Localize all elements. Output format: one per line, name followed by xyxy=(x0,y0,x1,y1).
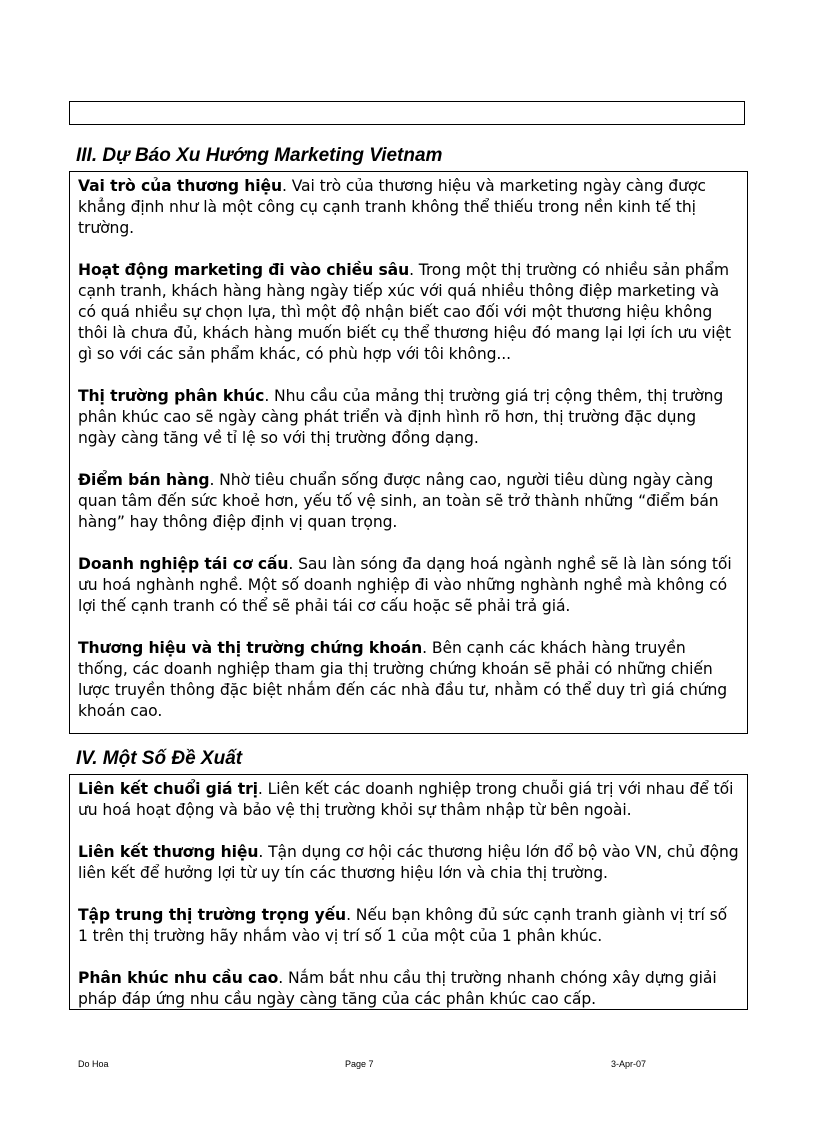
footer-author: Do Hoa xyxy=(78,1059,109,1069)
section-4-box xyxy=(69,774,748,1010)
paragraph-brand-role: Vai trò của thương hiệu. Vai trò của thương hiệu và marketing ngày càng được khẳng định như là một công cụ cạnh tranh không thể thiếu trong nền kinh tế thị trường. xyxy=(78,177,706,237)
paragraph-high-demand: Phân khúc nhu cầu cao. Nắm bắt nhu cầu thị trường nhanh chóng xây dựng giải pháp đáp ứng nhu cầu ngày càng tăng của các phân khúc cao cấp. xyxy=(78,969,717,1008)
paragraph-selling-point: Điểm bán hàng. Nhờ tiêu chuẩn sống được nâng cao, người tiêu dùng ngày càng quan tâm đến sức khoẻ hơn, yếu tố vệ sinh, an toàn sẽ trở thành những “điểm bán hàng” hay thông điệp định vị quan trọng. xyxy=(78,471,719,531)
footer-page-number: Page 7 xyxy=(345,1059,374,1069)
section-4-title: IV. Một Số Đề Xuất xyxy=(76,748,243,769)
paragraph-key-market: Tập trung thị trường trọng yếu. Nếu bạn không đủ sức cạnh tranh giành vị trí số 1 trên thị trường hãy nhắm vào vị trí số 1 của một của 1 phân khúc. xyxy=(78,906,728,945)
paragraph-brand-link: Liên kết thương hiệu. Tận dụng cơ hội các thương hiệu lớn đổ bộ vào VN, chủ động liên kết để hưởng lợi từ uy tín các thương hiệu lớn và chia thị trường. xyxy=(78,843,739,882)
paragraph-market-segment: Thị trường phân khúc. Nhu cầu của mảng thị trường giá trị cộng thêm, thị trường phân khúc cao sẽ ngày càng phát triển và định hình rõ hơn, thị trường đặc dụng ngày càng tăng về tỉ lệ so với thị trường đồng dạng. xyxy=(78,387,724,447)
footer-date: 3-Apr-07 xyxy=(611,1059,647,1069)
section-3-title: III. Dự Báo Xu Hướng Marketing Vietnam xyxy=(76,145,443,166)
empty-table-box xyxy=(69,101,745,125)
paragraph-restructuring: Doanh nghiệp tái cơ cấu. Sau làn sóng đa dạng hoá ngành nghề sẽ là làn sóng tối ưu hoá nghành nghề. Một số doanh nghiệp đi vào những nghành nghề mà không có lợi thế cạnh tranh có thể sẽ phải tái cơ cấu hoặc sẽ phải trả giá. xyxy=(78,555,732,615)
paragraph-stock-market: Thương hiệu và thị trường chứng khoán. Bên cạnh các khách hàng truyền thống, các doanh nghiệp tham gia thị trường chứng khoán sẽ phải có những chiến lược truyền thông đặc biệt nhắm đến các nhà đầu tư, nhằm có thể duy trì giá chứng khoán cao. xyxy=(78,639,728,720)
paragraph-marketing-depth: Hoạt động marketing đi vào chiều sâu. Trong một thị trường có nhiều sản phẩm cạnh tranh, khách hàng hàng ngày tiếp xúc với quá nhiều thông điệp marketing và có quá nhiều sự chọn lựa, thì một độ nhận biết cao đối với một thương hiệu không thôi là chưa đủ, khách hàng muốn biết cụ thể thương hiệu đó mang lại lợi ích ưu việt gì so với các sản phẩm khác, có phù hợp với tôi không... xyxy=(78,261,731,363)
paragraph-value-chain: Liên kết chuổi giá trị. Liên kết các doanh nghiệp trong chuỗi giá trị với nhau để tối ưu hoá hoạt động và bảo vệ thị trường khỏi sự thâm nhập từ bên ngoài. xyxy=(78,780,734,819)
section-3-box xyxy=(69,171,748,734)
